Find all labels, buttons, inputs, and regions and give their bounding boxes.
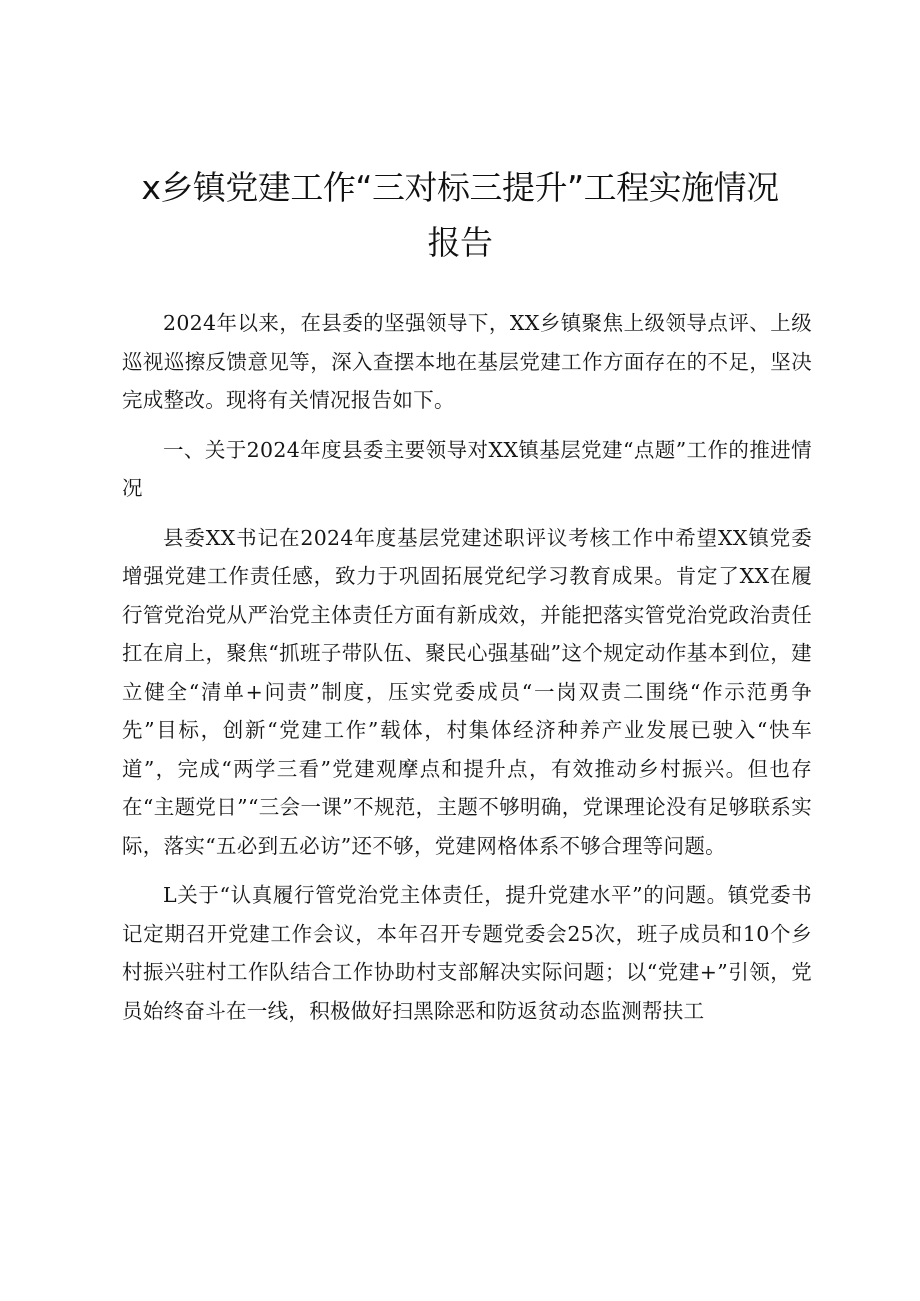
paragraph-section-heading-1: 一、关于2024年度县委主要领导对XX镇基层党建“点题”工作的推进情况 — [122, 437, 812, 500]
paragraph-intro: 2024年以来，在县委的坚强领导下，XX乡镇聚焦上级领导点评、上级巡视巡擦反馈意见等，深入查摆本地在基层党建工作方面存在的不足，坚决完成整改。现将有关情况报告如下。 — [122, 311, 812, 412]
document-title-line-2: 报告 — [427, 223, 493, 262]
document-title-line-1: x乡镇党建工作“三对标三提升”工程实施情况 — [141, 168, 779, 207]
document-body — [122, 304, 812, 1041]
paragraph-item-1: L关于“认真履行管党治党主体责任，提升党建水平”的问题。镇党委书记定期召开党建工作会议，本年召开专题党委会25次，班子成员和10个乡村振兴驻村工作队结合工作协助村支部解决实际问题；以“党建+”引领，党员始终奋斗在一线，积极做好扫黑除恶和防返贫动态监测帮扶工 — [122, 883, 812, 1023]
paragraph-county-secretary-review: 县委XX书记在2024年度基层党建述职评议考核工作中希望XX镇党委增强党建工作责任感，致力于巩固拓展党纪学习教育成果。肯定了XX在履行管党治党从严治党主体责任方面有新成效，并能把落实管党治党政治责任扛在肩上，聚焦“抓班子带队伍、聚民心强基础”这个规定动作基本到位，建立健全“清单+问责”制度，压实党委成员“一岗双责二围绕“作示范勇争先”目标，创新“党建工作”载体，村集体经济种养产业发展已驶入“快车道”，完成“两学三看”党建观摩点和提升点，有效推动乡村振兴。但也存在“主题党日”“三会一课”不规范，主题不够明确，党课理论没有足够联系实际，落实“五必到五必访”还不够，党建网格体系不够合理等问题。 — [122, 525, 812, 858]
